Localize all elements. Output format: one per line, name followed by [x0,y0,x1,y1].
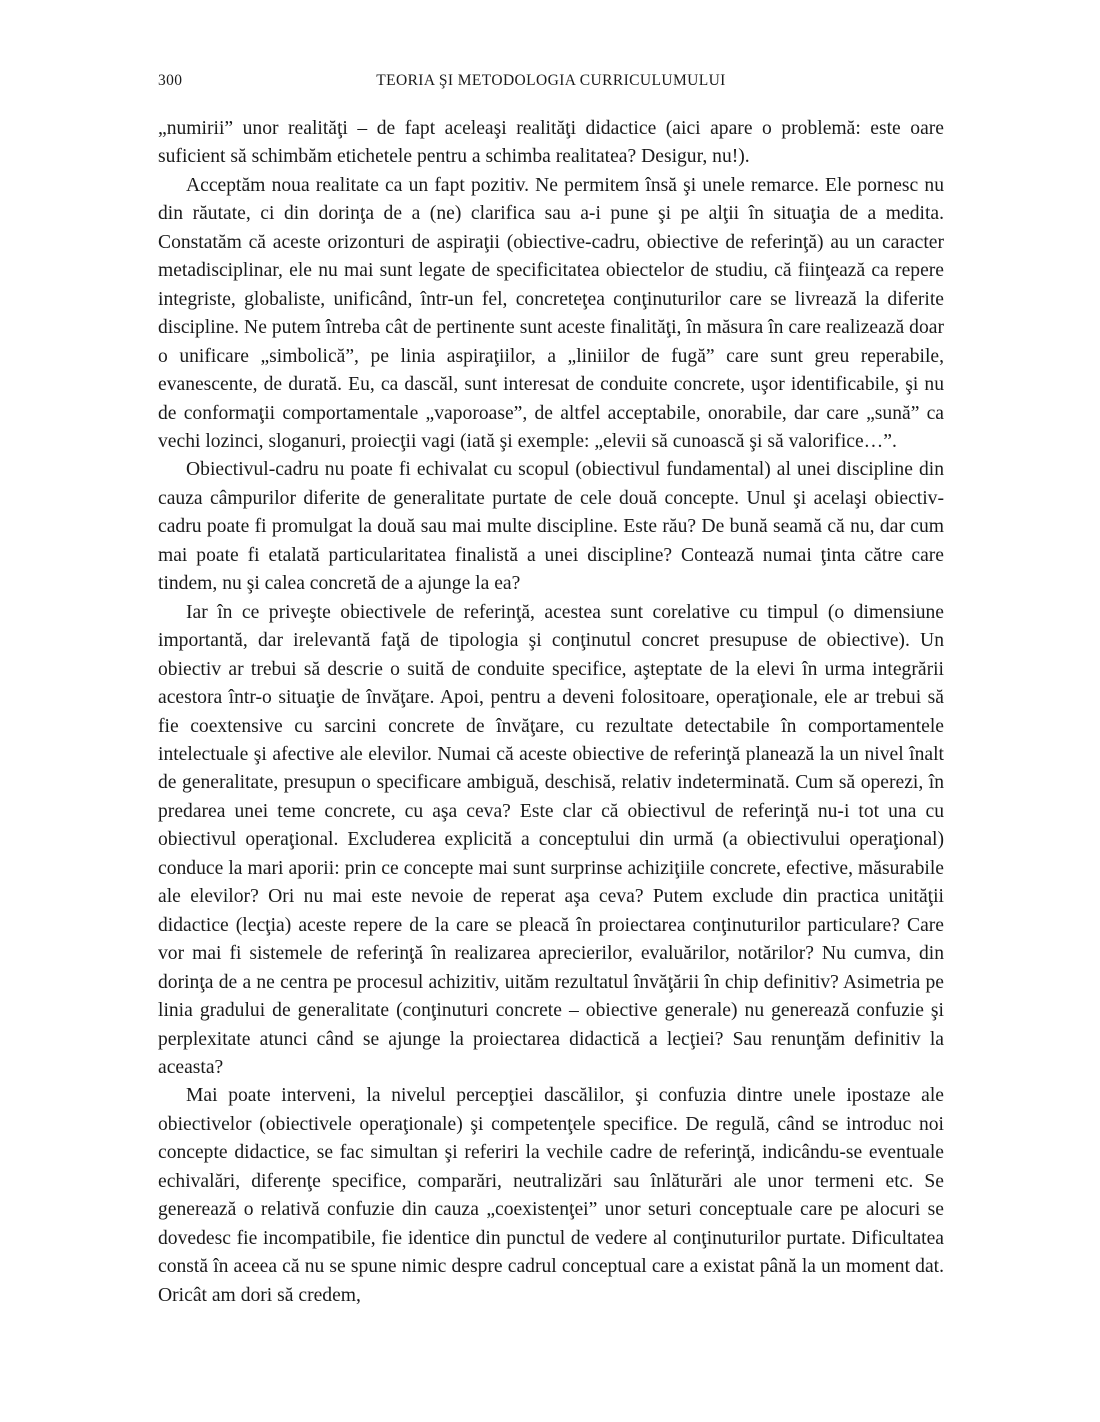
paragraph-continued: „numirii” unor realităţi – de fapt aceleaşi realităţi didactice (aici apare o problemă: este oare suficient să schimbăm etichetele pentru a schimba realitatea? Desigur, nu!). [158,118,944,168]
paragraph: Mai poate interveni, la nivelul percepţiei dascălilor, şi confuzia dintre unele ipostaze ale obiectivelor (obiectivele operaţionale) şi competenţele specifice. De regulă, când se introduc noi concepte didactice, se fac simultan şi referiri la vechile cadre de referinţă, indicându-se eventuale echivalări, diferenţe specifice, comparări, neutralizări sau înlăturări ale unor termeni etc. Se generează o relativă confuzie din cauza „coexistenţei” unor seturi conceptuale care pe alocuri se dovedesc fie incompatibile, fie identice din punctul de vedere al conţinuturilor purtate. Dificultatea constă în aceea că nu se spune nimic despre cadrul conceptual care a existat până la un moment dat. Oricât am dori să credem, [158,1085,944,1306]
paragraph: Iar în ce priveşte obiectivele de referinţă, acestea sunt corelative cu timpul (o dimensiune importantă, dar irelevantă faţă de tipologia şi conţinutul concret presupuse de obiective). Un obiectiv ar trebui să descrie o suită de conduite specifice, aşteptate de la elevi în urma integrării acestora într-o situaţie de învăţare. Apoi, pentru a deveni folositoare, operaţionale, ele ar trebui să fie coextensive cu sarcini concrete de învăţare, cu rezultate detectabile în comportamentele intelectuale şi afective ale elevilor. Numai că aceste obiective de referinţă planează la un nivel înalt de generalitate, presupun o specificare ambiguă, deschisă, relativ indeterminată. Cum să operezi, în predarea unei teme concrete, cu aşa ceva? Este clar că obiectivul de referinţă nu-i tot una cu obiectivul operaţional. Excluderea explicită a conceptului din urmă (a obiectivului operaţional) conduce la mari aporii: prin ce concepte mai sunt surprinse achiziţiile concrete, efective, măsurabile ale elevilor? Ori nu mai este nevoie de reperat aşa ceva? Putem exclude din practica unităţii didactice (lecţia) aceste repere de la care se pleacă în proiectarea conţinuturilor particulare? Care vor mai fi sistemele de referinţă în realizarea aprecierilor, evaluărilor, notărilor? Nu cumva, din dorinţa de a ne centra pe procesul achizitiv, uităm rezultatul învăţării în chip definitiv? Asimetria pe linia gradului de generalitate (conţinuturi concrete – obiective generale) nu generează confuzie şi perplexitate atunci când se ajunge la proiectarea didactică a lecţiei? Sau renunţăm definitiv la aceasta? [158,601,944,1078]
running-title: TEORIA ŞI METODOLOGIA CURRICULUMULUI [376,72,726,89]
running-header [158,72,944,98]
paragraph: Acceptăm noua realitate ca un fapt pozitiv. Ne permitem însă şi unele remarce. Ele pornesc nu din răutate, ci din dorinţa de a (ne) clarifica sau a-i pune şi pe alţii în situaţia de a medita. Constatăm că aceste orizonturi de aspiraţii (obiective-cadru, obiective de referinţă) au un caracter metadisciplinar, ele nu mai sunt legate de specificitatea obiectelor de studiu, că fiinţează ca repere integriste, globaliste, unificând, într-un fel, concreteţea conţinuturilor care se livrează la diferite discipline. Ne putem întreba cât de pertinente sunt aceste finalităţi, în măsura în care realizează doar o unificare „simbolică”, pe linia aspiraţiilor, a „liniilor de fugă” care sunt greu reperabile, evanescente, de durată. Eu, ca dascăl, sunt interesat de conduite concrete, uşor identificabile, şi nu de conformaţii comportamentale „vaporoase”, de altfel acceptabile, onorabile, dar care „sună” ca vechi lozinci, sloganuri, proiecţii vagi (iată şi exemple: „elevii să cunoască şi să valorifice…”. [158,174,944,452]
page-number: 300 [158,72,183,89]
paragraph: Obiectivul-cadru nu poate fi echivalat cu scopul (obiectivul fundamental) al unei discipline din cauza câmpurilor diferite de generalitate purtate de cele două concepte. Unul şi acelaşi obiectiv-cadru poate fi promulgat la două sau mai multe discipline. Este rău? De bună seamă că nu, dar cum mai poate fi etalată particularitatea finalistă a unei discipline? Contează numai ţinta către care tindem, nu şi calea concretă de a ajunge la ea? [158,459,944,595]
body-text [158,115,944,1310]
book-page [158,72,944,1310]
